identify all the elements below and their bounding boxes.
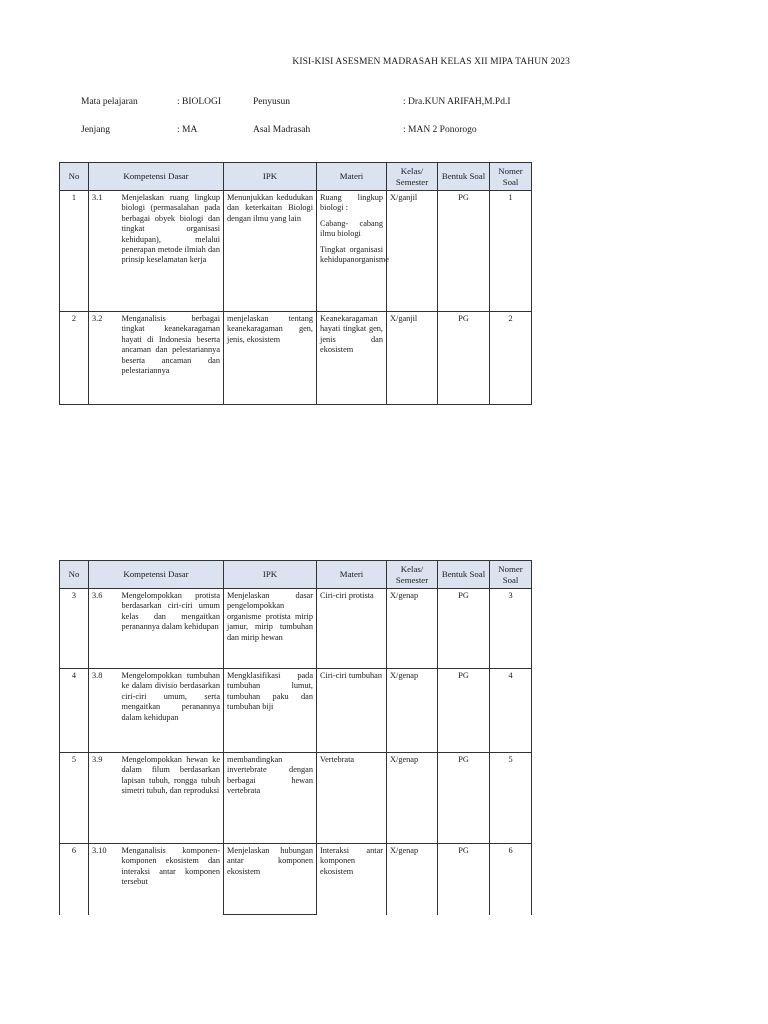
materi-line: Ruang lingkup biologi : [320, 193, 384, 213]
asal-madrasah-label: Asal Madrasah [253, 125, 311, 135]
cell-ipk: Menjelaskan hubungan antar komponen ekosistem [224, 844, 317, 915]
jenjang-value: : MA [177, 125, 198, 135]
cell-bentuk: PG [438, 844, 490, 915]
cell-bentuk: PG [438, 753, 490, 844]
mapel-label: Mata pelajaran [81, 97, 138, 107]
col-materi-header: Materi [317, 561, 387, 589]
col-no-header: No [60, 163, 89, 191]
cell-bentuk: PG [438, 669, 490, 753]
col-no-header: No [60, 561, 89, 589]
cell-kd-number: 3.2 [89, 312, 119, 405]
cell-kd-number: 3.6 [89, 589, 119, 669]
cell-materi [317, 312, 387, 405]
cell-kd-text: Mengelompokkan hewan ke dalam filum berdasarkan lapisan tubuh, rongga tubuh simetri tubuh, dan reproduksi [119, 753, 224, 844]
cell-no: 6 [60, 844, 89, 915]
col-kelas-header: Kelas/ Semester [387, 163, 438, 191]
cell-no: 3 [60, 589, 89, 669]
cell-kd-text: Mengelompokkan tumbuhan ke dalam divisio berdasarkan ciri-ciri umum, serta mengaitkan peranannya dalam kehidupan [119, 669, 224, 753]
document-title: KISI-KISI ASESMEN MADRASAH KELAS XII MIPA TAHUN 2023 [292, 57, 570, 67]
table-row [60, 312, 532, 405]
cell-no: 5 [60, 753, 89, 844]
col-ipk-header: IPK [224, 561, 317, 589]
col-bentuk-header: Bentuk Soal [438, 561, 490, 589]
cell-nomer: 6 [490, 844, 532, 915]
col-nomer-header: Nomer Soal [490, 163, 532, 191]
cell-nomer: 1 [490, 191, 532, 312]
cell-kd-number: 3.8 [89, 669, 119, 753]
table-row [60, 589, 532, 669]
cell-kd-number: 3.9 [89, 753, 119, 844]
cell-kelas: X/genap [387, 753, 438, 844]
col-nomer-header: Nomer Soal [490, 561, 532, 589]
col-kelas-header: Kelas/ Semester [387, 561, 438, 589]
cell-materi: Interaksi antar komponen ekosistem [317, 844, 387, 915]
table-row [60, 844, 532, 915]
cell-materi [317, 191, 387, 312]
col-kd-header: Kompetensi Dasar [89, 163, 224, 191]
cell-no: 1 [60, 191, 89, 312]
cell-ipk: Menjelaskan dasar pengelompokkan organisme protista mirip jamur, mirip tumbuhan dan mirip hewan [224, 589, 317, 669]
table-header-row [60, 163, 532, 191]
cell-kelas: X/ganjil [387, 312, 438, 405]
cell-bentuk: PG [438, 191, 490, 312]
col-kd-header: Kompetensi Dasar [89, 561, 224, 589]
cell-nomer: 2 [490, 312, 532, 405]
table-row [60, 669, 532, 753]
mapel-value: : BIOLOGI [177, 97, 222, 107]
cell-kd-text: Menganalisis berbagai tingkat keanekaragaman hayati di Indonesia beserta ancaman dan pelestariannya beserta ancaman dan pelestariannya [119, 312, 224, 405]
penyusun-label: Penyusun [253, 97, 290, 107]
cell-materi: Vertebrata [317, 753, 387, 844]
asal-madrasah-value: : MAN 2 Ponorogo [403, 125, 477, 135]
cell-kd-number: 3.10 [89, 844, 119, 915]
col-materi-header: Materi [317, 163, 387, 191]
cell-ipk: membandingkan invertebrate dengan berbagai hewan vertebrata [224, 753, 317, 844]
cell-kelas: X/ganjil [387, 191, 438, 312]
cell-no: 2 [60, 312, 89, 405]
col-bentuk-header: Bentuk Soal [438, 163, 490, 191]
cell-ipk: Menunjukkan kedudukan dan keterkaitan Biologi dengan ilmu yang lain [224, 191, 317, 312]
cell-no: 4 [60, 669, 89, 753]
cell-ipk: menjelaskan tentang keanekaragaman gen, jenis, ekosistem [224, 312, 317, 405]
cell-kelas: X/genap [387, 844, 438, 915]
materi-line: Tingkat organisasi kehidupanorganisme [320, 244, 389, 265]
penyusun-value: : Dra.KUN ARIFAH,M.Pd.I [403, 97, 511, 107]
col-ipk-header: IPK [224, 163, 317, 191]
cell-kd-text: Menganalisis komponen-komponen ekosistem dan interaksi antar komponen tersebut [119, 844, 224, 915]
cell-nomer: 5 [490, 753, 532, 844]
cell-materi: Ciri-ciri protista [317, 589, 387, 669]
cell-nomer: 4 [490, 669, 532, 753]
cell-kelas: X/genap [387, 669, 438, 753]
kisi-table-2 [59, 560, 532, 915]
materi-line: Cabang- cabang ilmu biologi [320, 218, 384, 239]
cell-kd-number: 3.1 [89, 191, 119, 312]
kisi-table-1 [59, 162, 532, 405]
cell-materi: Ciri-ciri tumbuhan [317, 669, 387, 753]
cell-kd-text: Mengelompokkan protista berdasarkan ciri-ciri umum kelas dan mengaitkan peranannya dalam kehidupan [119, 589, 224, 669]
table-row [60, 753, 532, 844]
cell-ipk: Mengklasifikasi pada tumbuhan lumut, tumbuhan paku dan tumbuhan biji [224, 669, 317, 753]
cell-kelas: X/genap [387, 589, 438, 669]
jenjang-label: Jenjang [81, 125, 111, 135]
cell-nomer: 3 [490, 589, 532, 669]
materi-line: Keanekaragaman hayati tingkat gen, jenis dan ekosistem [320, 314, 384, 355]
cell-bentuk: PG [438, 312, 490, 405]
table-row [60, 191, 532, 312]
cell-bentuk: PG [438, 589, 490, 669]
table-header-row [60, 561, 532, 589]
cell-kd-text: Menjelaskan ruang lingkup biologi (permasalahan pada berbagai obyek biologi dan tingkat organisasi kehidupan), melalui penerapan metode ilmiah dan prinsip keselamatan kerja [119, 191, 224, 312]
